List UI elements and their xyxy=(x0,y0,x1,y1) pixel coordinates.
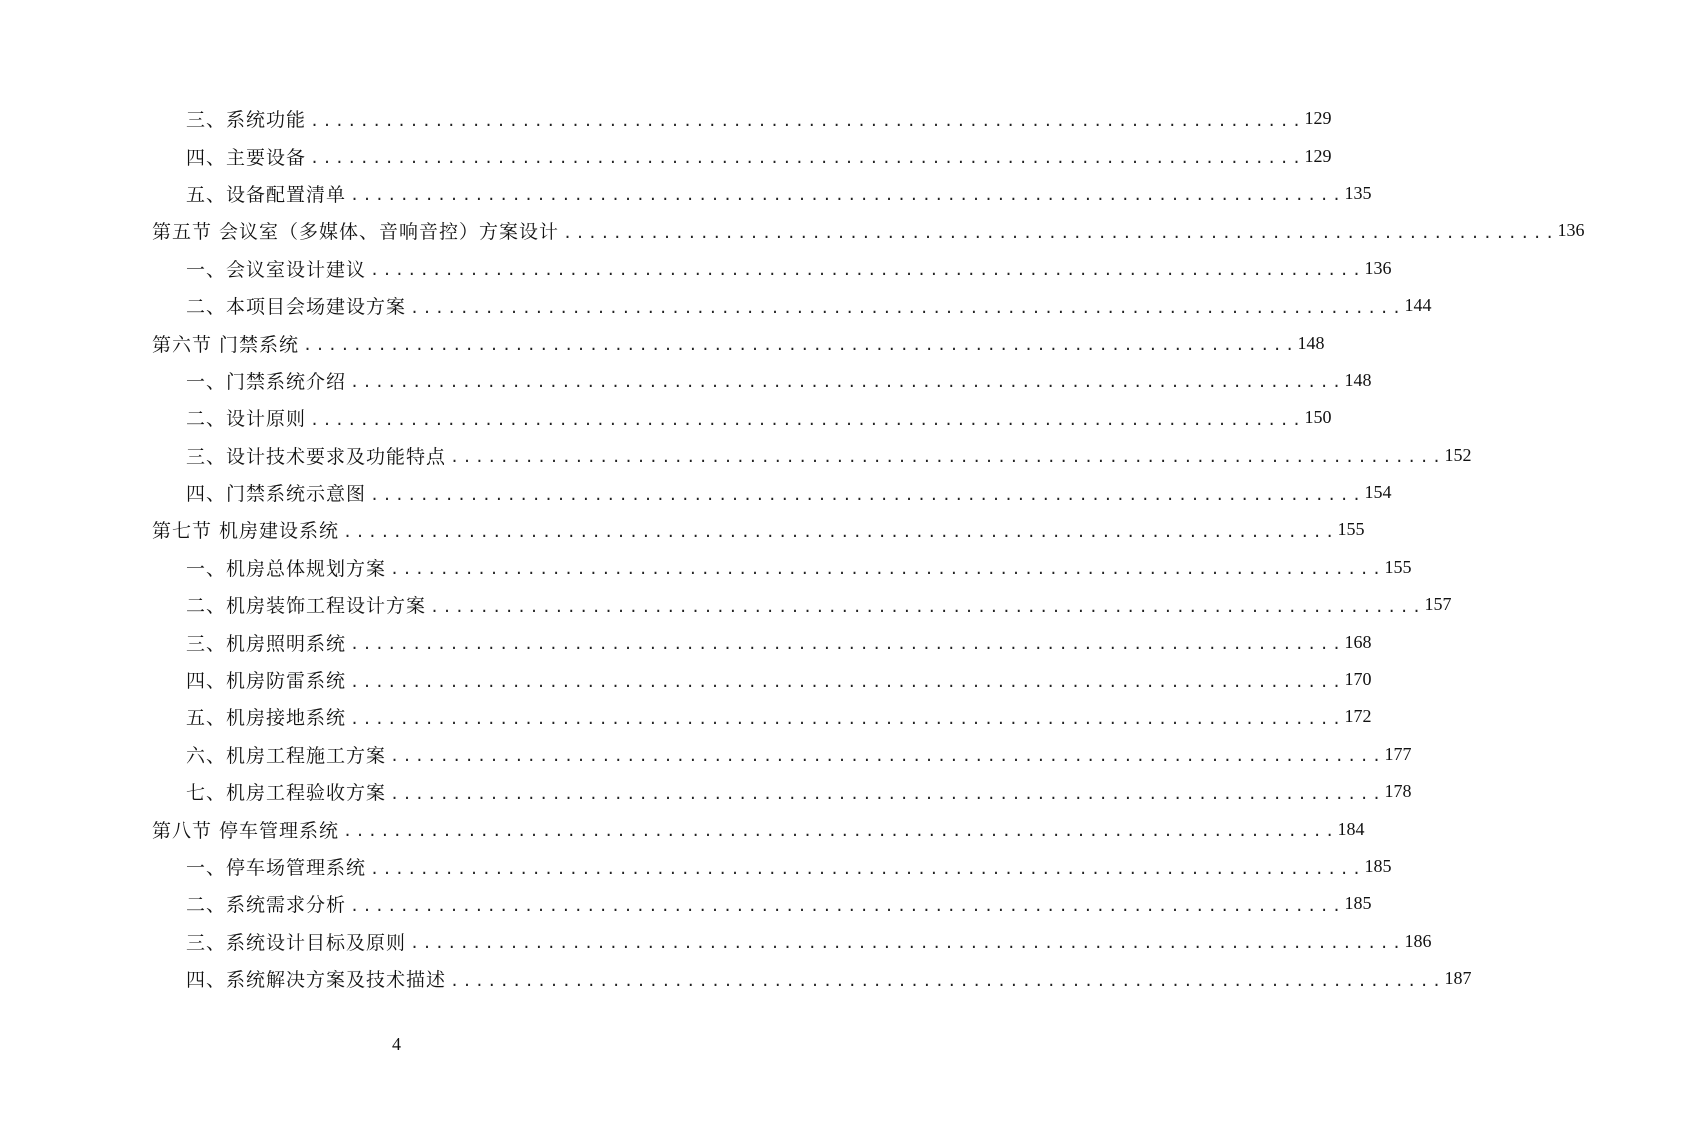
toc-entry-page: 170 xyxy=(1344,669,1491,690)
dot-leader: ................................................................................ xyxy=(350,672,1345,691)
toc-entry-title: 四、主要设备 xyxy=(186,143,310,170)
toc-entry[interactable] xyxy=(0,736,1412,773)
toc-section-entry[interactable] xyxy=(0,511,1365,548)
dot-leader: ................................................................................ xyxy=(350,635,1345,654)
toc-entry-title: 第五节 会议室（多媒体、音响音控）方案设计 xyxy=(152,217,563,244)
toc-entry[interactable] xyxy=(0,885,1372,922)
toc-entry-title: 四、门禁系统示意图 xyxy=(186,479,370,506)
toc-entry-page: 186 xyxy=(1404,931,1551,952)
dot-leader: ................................................................................ xyxy=(303,336,1298,355)
toc-entry-page: 152 xyxy=(1444,445,1591,466)
dot-leader: ................................................................................ xyxy=(390,784,1385,803)
dot-leader: ................................................................................ xyxy=(370,485,1365,504)
toc-entry-page: 187 xyxy=(1444,968,1591,989)
toc-entry-page: 184 xyxy=(1338,819,1485,840)
toc-entry[interactable] xyxy=(0,287,1432,324)
toc-entry[interactable] xyxy=(0,661,1372,698)
toc-entry[interactable] xyxy=(0,848,1392,885)
toc-section-entry[interactable] xyxy=(0,810,1365,847)
dot-leader: ................................................................................ xyxy=(563,223,1558,242)
toc-entry-title: 第七节 机房建设系统 xyxy=(152,516,343,543)
toc-section-entry[interactable] xyxy=(0,324,1325,361)
toc-section-entry[interactable] xyxy=(0,212,1585,249)
dot-leader: ................................................................................ xyxy=(350,373,1345,392)
dot-leader: ................................................................................ xyxy=(350,896,1345,915)
dot-leader: ................................................................................ xyxy=(430,597,1425,616)
page-number: 4 xyxy=(392,1034,401,1054)
toc-entry-title: 第八节 停车管理系统 xyxy=(152,816,343,843)
toc-entry-title: 三、系统功能 xyxy=(186,105,310,132)
toc-entry-page: 136 xyxy=(1364,258,1511,279)
dot-leader: ................................................................................ xyxy=(343,822,1338,841)
toc-entry[interactable] xyxy=(0,773,1412,810)
dot-leader: ................................................................................ xyxy=(350,709,1345,728)
toc-entry-title: 六、机房工程施工方案 xyxy=(186,741,390,768)
toc-entry-title: 四、机房防雷系统 xyxy=(186,666,350,693)
dot-leader: ................................................................................ xyxy=(450,971,1445,990)
dot-leader: ................................................................................ xyxy=(390,747,1385,766)
dot-leader: ................................................................................ xyxy=(450,448,1445,467)
toc-entry-title: 五、机房接地系统 xyxy=(186,703,350,730)
toc-entry[interactable] xyxy=(0,399,1332,436)
toc-entry-page: 144 xyxy=(1404,295,1551,316)
toc-entry[interactable] xyxy=(0,623,1372,660)
toc-entry-page: 177 xyxy=(1384,744,1531,765)
toc-entry-title: 五、设备配置清单 xyxy=(186,180,350,207)
toc-entry-page: 135 xyxy=(1344,183,1491,204)
toc-entry[interactable] xyxy=(0,250,1392,287)
toc-entry[interactable] xyxy=(0,586,1452,623)
toc-entry[interactable] xyxy=(0,549,1412,586)
toc-entry-title: 一、机房总体规划方案 xyxy=(186,554,390,581)
toc-entry-page: 185 xyxy=(1364,856,1511,877)
toc-entry-page: 154 xyxy=(1364,482,1511,503)
toc-entry-title: 四、系统解决方案及技术描述 xyxy=(186,965,450,992)
toc-entry[interactable] xyxy=(0,100,1332,137)
toc-entry-page: 129 xyxy=(1304,108,1451,129)
toc-entry-title: 二、系统需求分析 xyxy=(186,890,350,917)
dot-leader: ................................................................................ xyxy=(310,111,1305,130)
toc-entry-title: 一、会议室设计建议 xyxy=(186,255,370,282)
dot-leader: ................................................................................ xyxy=(390,560,1385,579)
toc-entry-title: 二、本项目会场建设方案 xyxy=(186,292,410,319)
toc-entry[interactable] xyxy=(0,362,1372,399)
toc-entry[interactable] xyxy=(0,474,1392,511)
toc-entry-page: 155 xyxy=(1338,519,1485,540)
toc-entry[interactable] xyxy=(0,698,1372,735)
toc-entry[interactable] xyxy=(0,923,1432,960)
toc-entry-title: 一、门禁系统介绍 xyxy=(186,367,350,394)
toc-entry-page: 129 xyxy=(1304,146,1451,167)
dot-leader: ................................................................................ xyxy=(370,261,1365,280)
toc-entry-page: 155 xyxy=(1384,557,1531,578)
toc-entry[interactable] xyxy=(0,437,1472,474)
toc-entry-page: 168 xyxy=(1344,632,1491,653)
toc-entry-title: 一、停车场管理系统 xyxy=(186,853,370,880)
toc-entry-title: 二、机房装饰工程设计方案 xyxy=(186,591,430,618)
toc-entry-title: 七、机房工程验收方案 xyxy=(186,778,390,805)
table-of-contents xyxy=(0,100,1585,997)
toc-entry-page: 157 xyxy=(1424,594,1571,615)
toc-entry-title: 三、机房照明系统 xyxy=(186,629,350,656)
toc-entry-page: 185 xyxy=(1344,893,1491,914)
toc-entry[interactable] xyxy=(0,175,1372,212)
toc-entry-title: 三、系统设计目标及原则 xyxy=(186,928,410,955)
toc-entry[interactable] xyxy=(0,137,1332,174)
toc-entry-page: 172 xyxy=(1344,706,1491,727)
toc-entry[interactable] xyxy=(0,960,1472,997)
toc-entry-page: 178 xyxy=(1384,781,1531,802)
dot-leader: ................................................................................ xyxy=(410,934,1405,953)
toc-entry-page: 150 xyxy=(1304,407,1451,428)
toc-entry-title: 二、设计原则 xyxy=(186,404,310,431)
toc-entry-page: 148 xyxy=(1344,370,1491,391)
dot-leader: ................................................................................ xyxy=(343,522,1338,541)
toc-entry-page: 136 xyxy=(1558,220,1705,241)
dot-leader: ................................................................................ xyxy=(350,186,1345,205)
dot-leader: ................................................................................ xyxy=(310,410,1305,429)
dot-leader: ................................................................................ xyxy=(370,859,1365,878)
dot-leader: ................................................................................ xyxy=(310,149,1305,168)
toc-entry-page: 148 xyxy=(1298,333,1445,354)
toc-entry-title: 三、设计技术要求及功能特点 xyxy=(186,442,450,469)
dot-leader: ................................................................................ xyxy=(410,298,1405,317)
toc-entry-title: 第六节 门禁系统 xyxy=(152,330,303,357)
